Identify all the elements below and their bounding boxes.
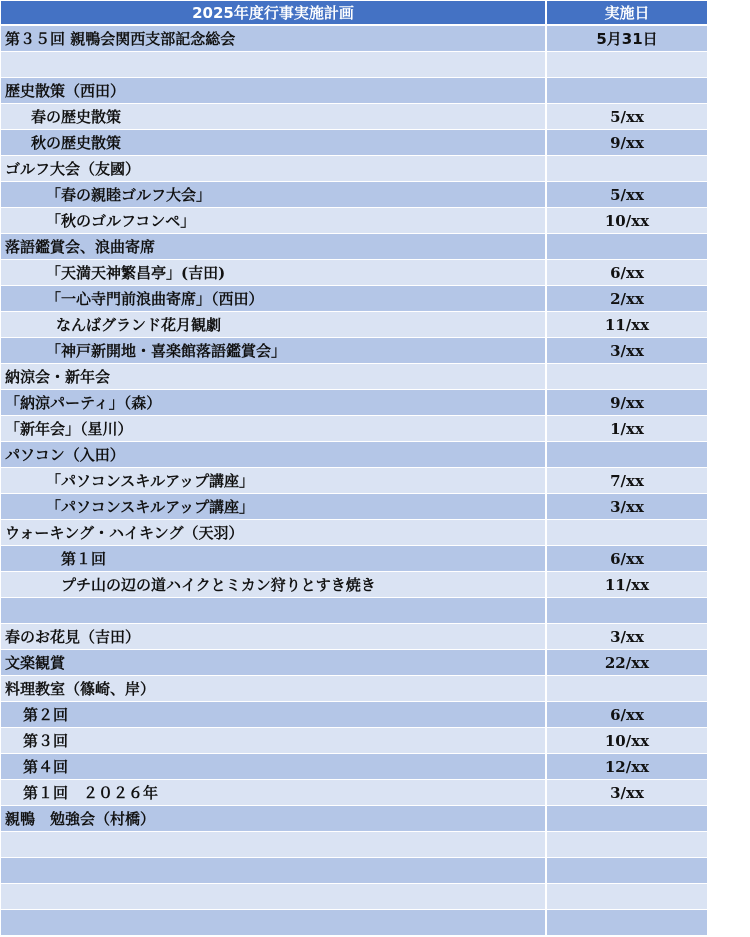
event-date: 3/xx [610,341,644,360]
event-date-cell[interactable] [547,26,707,51]
table-row [1,208,707,233]
event-date-cell[interactable] [547,468,707,493]
event-name-cell[interactable] [1,676,545,701]
table-row [1,286,707,311]
event-date: 9/xx [610,393,644,412]
event-name: 春のお花見（吉田） [5,628,141,646]
event-name-cell[interactable] [1,728,545,753]
event-name: 第４回 [23,758,69,776]
event-name-cell[interactable] [1,182,545,207]
table-body [1,26,707,935]
event-name-cell[interactable] [1,260,545,285]
table-row [1,390,707,415]
event-date-cell[interactable] [547,234,707,259]
event-name-cell[interactable] [1,26,545,51]
event-name: 第２回 [23,706,69,724]
event-name-cell[interactable] [1,884,545,909]
event-date: 1/xx [610,419,644,438]
event-date-cell[interactable] [547,260,707,285]
event-name: 「新年会」（星川） [5,420,133,438]
event-name-cell[interactable] [1,234,545,259]
table-row [1,442,707,467]
event-date-cell[interactable] [547,728,707,753]
event-date: 22/xx [604,653,650,672]
event-name: 「パソコンスキルアップ講座」 [46,498,255,516]
event-name: 「一心寺門前浪曲寄席」（西田） [46,290,264,308]
event-name-cell[interactable] [1,832,545,857]
table-row [1,884,707,909]
table-row [1,806,707,831]
table-row [1,26,707,51]
header-title-cell[interactable] [1,1,545,24]
table-row [1,312,707,337]
event-name-cell[interactable] [1,650,545,675]
table-row [1,234,707,259]
event-date: 11/xx [604,315,650,334]
table-row [1,598,707,623]
event-name-cell[interactable] [1,754,545,779]
table-row [1,52,707,77]
event-name: 歴史散策（西田） [5,82,126,100]
event-name: 料理教室（篠崎、岸） [5,680,156,698]
event-name: ウォーキング・ハイキング（天羽） [5,524,244,542]
event-date: 6/xx [610,549,644,568]
event-name: 文楽観賞 [5,654,66,672]
event-name-cell[interactable] [1,624,545,649]
event-name-cell[interactable] [1,520,545,545]
event-name-cell[interactable] [1,104,545,129]
event-name-cell[interactable] [1,78,545,103]
event-name: 第１回 [61,550,107,568]
event-date-cell[interactable] [547,208,707,233]
event-name: 秋の歴史散策 [31,134,122,152]
event-date: 3/xx [610,497,644,516]
event-date-cell[interactable] [547,494,707,519]
event-name: パソコン（入田） [5,446,125,464]
event-name-cell[interactable] [1,702,545,727]
header-title: 2025年度行事実施計画 [192,4,354,22]
event-date: 5月31日 [596,30,658,48]
event-name-cell[interactable] [1,494,545,519]
table-row [1,572,707,597]
event-name: 第３５回 親鴨会関西支部記念総会 [5,30,236,48]
event-plan-table [1,1,707,936]
table-row [1,780,707,805]
event-name-cell[interactable] [1,572,545,597]
event-name: 「秋のゴルフコンペ」 [46,212,196,230]
event-date: 5/xx [610,185,644,204]
event-name: ゴルフ大会（友國） [5,160,141,178]
event-date-cell[interactable] [547,780,707,805]
event-date-cell[interactable] [547,702,707,727]
table-row [1,832,707,857]
event-date-cell[interactable] [547,806,707,831]
table-row [1,858,707,883]
event-date-cell[interactable] [547,338,707,363]
event-name-cell[interactable] [1,130,545,155]
event-date-cell[interactable] [547,52,707,77]
event-name-cell[interactable] [1,780,545,805]
event-name-cell[interactable] [1,364,545,389]
event-name: 「納涼パーティ」（森） [5,394,162,412]
event-name-cell[interactable] [1,156,545,181]
event-date-cell[interactable] [547,624,707,649]
event-date-cell[interactable] [547,156,707,181]
event-date: 10/xx [604,211,650,230]
event-name: 納涼会・新年会 [5,368,111,386]
event-name-cell[interactable] [1,312,545,337]
header-date-cell[interactable] [547,1,707,24]
event-name: 「天満天神繁昌亭」(吉田) [46,264,226,282]
event-date-cell[interactable] [547,598,707,623]
event-name: 第１回 ２０２６年 [23,784,159,802]
event-name-cell[interactable] [1,806,545,831]
event-name-cell[interactable] [1,52,545,77]
event-date-cell[interactable] [547,78,707,103]
table-row [1,728,707,753]
event-date-cell[interactable] [547,650,707,675]
event-date: 11/xx [604,575,650,594]
event-date: 7/xx [610,471,644,490]
event-date-cell[interactable] [547,416,707,441]
event-name-cell[interactable] [1,390,545,415]
event-date: 9/xx [610,133,644,152]
table-row [1,754,707,779]
event-name: 「神戸新開地・喜楽館落語鑑賞会」 [46,342,287,360]
table-row [1,78,707,103]
event-date-cell[interactable] [547,520,707,545]
event-name-cell[interactable] [1,858,545,883]
event-name: 春の歴史散策 [31,108,122,126]
table-row [1,130,707,155]
event-date: 12/xx [604,757,650,776]
event-date-cell[interactable] [547,754,707,779]
event-date: 5/xx [610,107,644,126]
table-row [1,364,707,389]
event-name-cell[interactable] [1,416,545,441]
table-row [1,468,707,493]
event-date-cell[interactable] [547,104,707,129]
event-date: 10/xx [604,731,650,750]
event-date-cell[interactable] [547,884,707,909]
table-row [1,910,707,935]
event-name: 親鴨 勉強会（村橋） [5,810,156,828]
table-row [1,156,707,181]
event-name-cell[interactable] [1,598,545,623]
event-date: 6/xx [610,263,644,282]
event-date-cell[interactable] [547,390,707,415]
event-date-cell[interactable] [547,364,707,389]
table-row [1,624,707,649]
event-name-cell[interactable] [1,338,545,363]
table-row [1,546,707,571]
event-name-cell[interactable] [1,546,545,571]
event-date-cell[interactable] [547,312,707,337]
event-name: なんばグランド花月観劇 [56,316,222,334]
event-name: 「パソコンスキルアップ講座」 [46,472,255,490]
table-header-row [1,1,707,24]
event-date-cell[interactable] [547,910,707,935]
table-row [1,260,707,285]
event-name-cell[interactable] [1,468,545,493]
table-row [1,676,707,701]
event-date: 2/xx [610,289,644,308]
event-name: 「春の親睦ゴルフ大会」 [46,186,212,204]
event-date-cell[interactable] [547,832,707,857]
event-date-cell[interactable] [547,442,707,467]
header-date-label: 実施日 [604,4,650,22]
event-date-cell[interactable] [547,182,707,207]
table-row [1,104,707,129]
event-date-cell[interactable] [547,858,707,883]
event-date: 6/xx [610,705,644,724]
event-name: 第３回 [23,732,69,750]
event-date: 3/xx [610,627,644,646]
table-row [1,650,707,675]
event-date-cell[interactable] [547,572,707,597]
table-row [1,182,707,207]
event-name-cell[interactable] [1,910,545,935]
event-date-cell[interactable] [547,286,707,311]
table-row [1,520,707,545]
event-date-cell[interactable] [547,546,707,571]
event-date-cell[interactable] [547,676,707,701]
event-name-cell[interactable] [1,286,545,311]
event-name-cell[interactable] [1,442,545,467]
table-row [1,416,707,441]
event-name: 落語鑑賞会、浪曲寄席 [5,238,156,256]
table-row [1,702,707,727]
event-name: プチ山の辺の道ハイクとミカン狩りとすき焼き [61,576,376,594]
event-name-cell[interactable] [1,208,545,233]
event-date: 3/xx [610,783,644,802]
event-date-cell[interactable] [547,130,707,155]
table-row [1,494,707,519]
table-row [1,338,707,363]
